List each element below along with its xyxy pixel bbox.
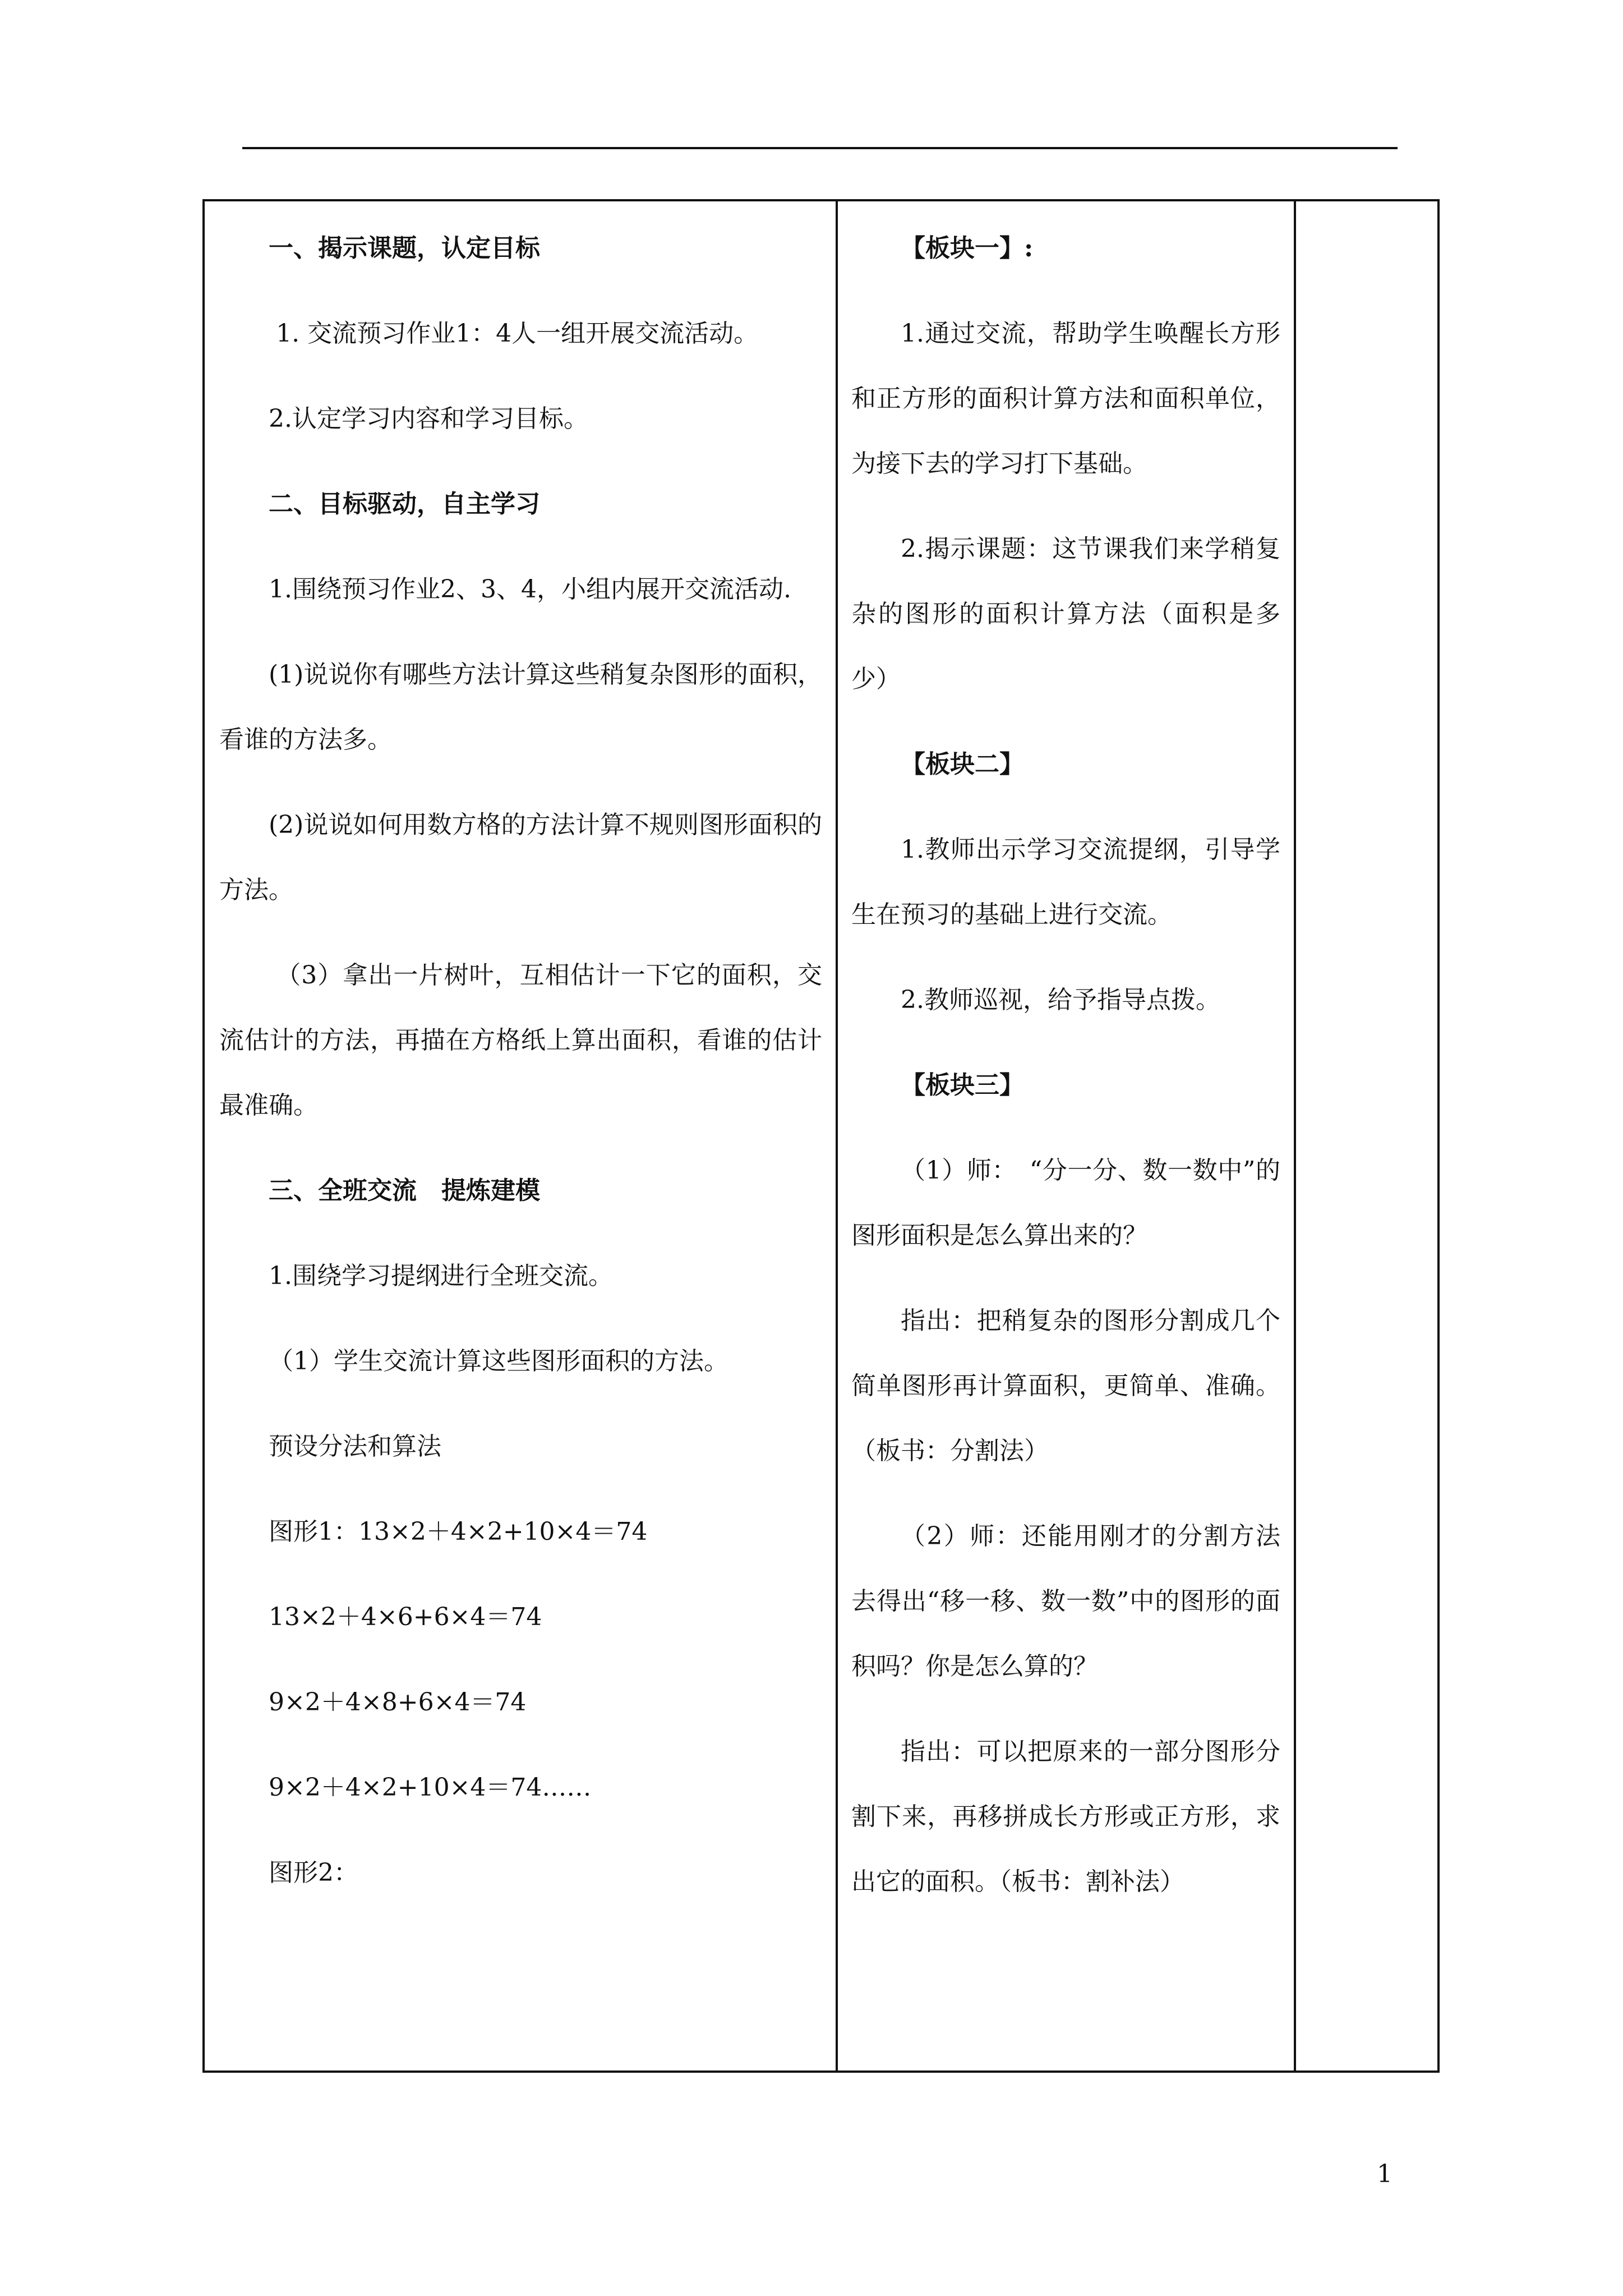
formula-line: 13×2＋4×6+6×4＝74	[269, 1603, 542, 1631]
paragraph: 1.围绕学习提纲进行全班交流。	[269, 1262, 613, 1290]
block-heading: 【板块一】:	[901, 234, 1034, 263]
paragraph: （1）学生交流计算这些图形面积的方法。	[269, 1347, 728, 1375]
formula-line: 9×2＋4×8+6×4＝74	[269, 1688, 527, 1717]
paragraph: 图形2：	[269, 1858, 358, 1887]
paragraph: 2.揭示课题：这节课我们来学稍复杂的图形的面积计算方法（面积是多少）	[851, 535, 1280, 693]
header-rule	[242, 147, 1398, 149]
paragraph: 2.教师巡视，给予指导点拨。	[901, 986, 1220, 1014]
paragraph: 预设分法和算法	[269, 1432, 441, 1461]
paragraph: 指出：把稍复杂的图形分割成几个简单图形再计算面积，更简单、准确。（板书：分割法）	[851, 1306, 1280, 1465]
page-number: 1	[1377, 2160, 1393, 2188]
design-intent-cell	[838, 201, 1294, 2070]
section-heading: 三、全班交流 提炼建模	[269, 1176, 540, 1205]
paragraph: 1.围绕预习作业2、3、4，小组内展开交流活动.	[269, 575, 791, 604]
block-heading: 【板块三】	[901, 1071, 1024, 1099]
paragraph: 2.认定学习内容和学习目标。	[269, 404, 588, 433]
paragraph: (2)说说如何用数方格的方法计算不规则图形面积的方法。	[219, 811, 822, 904]
lesson-plan-table	[202, 199, 1440, 2073]
block-heading: 【板块二】	[901, 750, 1024, 779]
formula-line: 图形1：13×2＋4×2+10×4＝74	[269, 1517, 648, 1546]
paragraph: 1.教师出示学习交流提纲，引导学生在预习的基础上进行交流。	[851, 835, 1280, 929]
paragraph: 1. 交流预习作业1：4人一组开展交流活动。	[276, 319, 759, 348]
paragraph: 1.通过交流，帮助学生唤醒长方形和正方形的面积计算方法和面积单位，为接下去的学习打下基础。	[851, 319, 1280, 478]
paragraph: (1)说说你有哪些方法计算这些稍复杂图形的面积，看谁的方法多。	[219, 660, 822, 754]
paragraph: （2）师：还能用刚才的分割方法去得出“移一移、数一数”中的图形的面积吗？你是怎么算的？	[851, 1522, 1280, 1681]
notes-cell	[1296, 201, 1440, 2070]
paragraph: （3）拿出一片树叶，互相估计一下它的面积，交流估计的方法，再描在方格纸上算出面积，看谁的估计最准确。	[219, 961, 822, 1120]
section-heading: 一、揭示课题，认定目标	[269, 234, 540, 263]
teaching-process-cell	[205, 201, 836, 2070]
section-heading: 二、目标驱动，自主学习	[269, 490, 540, 518]
paragraph: （1）师： “分一分、数一数中”的图形面积是怎么算出来的？	[851, 1156, 1280, 1250]
formula-line: 9×2＋4×2+10×4＝74……	[269, 1773, 592, 1802]
paragraph: 指出：可以把原来的一部分图形分割下来，再移拼成长方形或正方形，求出它的面积。（板书：割补法）	[851, 1737, 1280, 1896]
